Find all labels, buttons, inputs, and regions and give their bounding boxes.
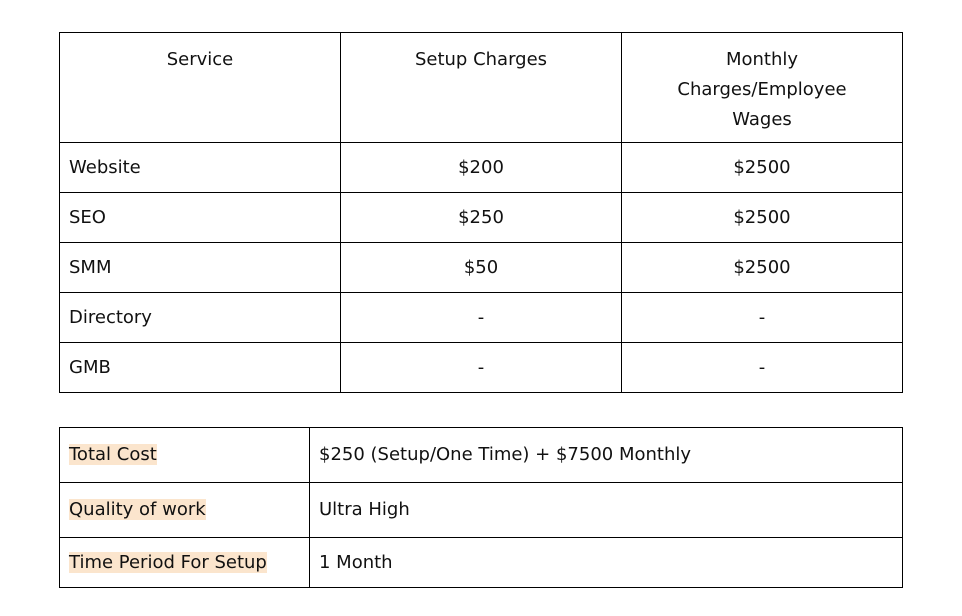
summary-row (60, 428, 903, 483)
summary-label-cell (60, 483, 310, 538)
monthly-charge-cell: $2500 (622, 193, 903, 243)
service-name-cell: SEO (60, 193, 341, 243)
table-row (60, 343, 903, 393)
setup-charge-cell: - (341, 343, 622, 393)
summary-table (59, 427, 903, 588)
service-name-cell: Website (60, 143, 341, 193)
summary-row (60, 538, 903, 588)
setup-charge-cell: $200 (341, 143, 622, 193)
summary-row (60, 483, 903, 538)
header-monthly-charges (622, 33, 903, 143)
summary-value-time-period: 1 Month (310, 538, 903, 588)
header-service: Service (60, 33, 341, 143)
table-row (60, 243, 903, 293)
summary-value-quality: Ultra High (310, 483, 903, 538)
setup-charge-cell: $250 (341, 193, 622, 243)
table-row (60, 193, 903, 243)
monthly-charge-cell: $2500 (622, 143, 903, 193)
service-name-cell: GMB (60, 343, 341, 393)
summary-value-total-cost: $250 (Setup/One Time) + $7500 Monthly (310, 428, 903, 483)
summary-label-total-cost: Total Cost (69, 444, 157, 465)
header-monthly-charges-text: Monthly Charges/Employee Wages (677, 49, 847, 130)
summary-label-cell (60, 428, 310, 483)
service-name-cell: SMM (60, 243, 341, 293)
table-row (60, 293, 903, 343)
summary-label-cell (60, 538, 310, 588)
monthly-charge-cell: - (622, 343, 903, 393)
table-row (60, 143, 903, 193)
summary-label-quality: Quality of work (69, 499, 206, 520)
monthly-charge-cell: $2500 (622, 243, 903, 293)
setup-charge-cell: $50 (341, 243, 622, 293)
service-name-cell: Directory (60, 293, 341, 343)
monthly-charge-cell: - (622, 293, 903, 343)
table-header-row (60, 33, 903, 143)
setup-charge-cell: - (341, 293, 622, 343)
summary-label-time-period: Time Period For Setup (69, 551, 267, 573)
header-setup-charges: Setup Charges (341, 33, 622, 143)
services-table (59, 32, 903, 393)
